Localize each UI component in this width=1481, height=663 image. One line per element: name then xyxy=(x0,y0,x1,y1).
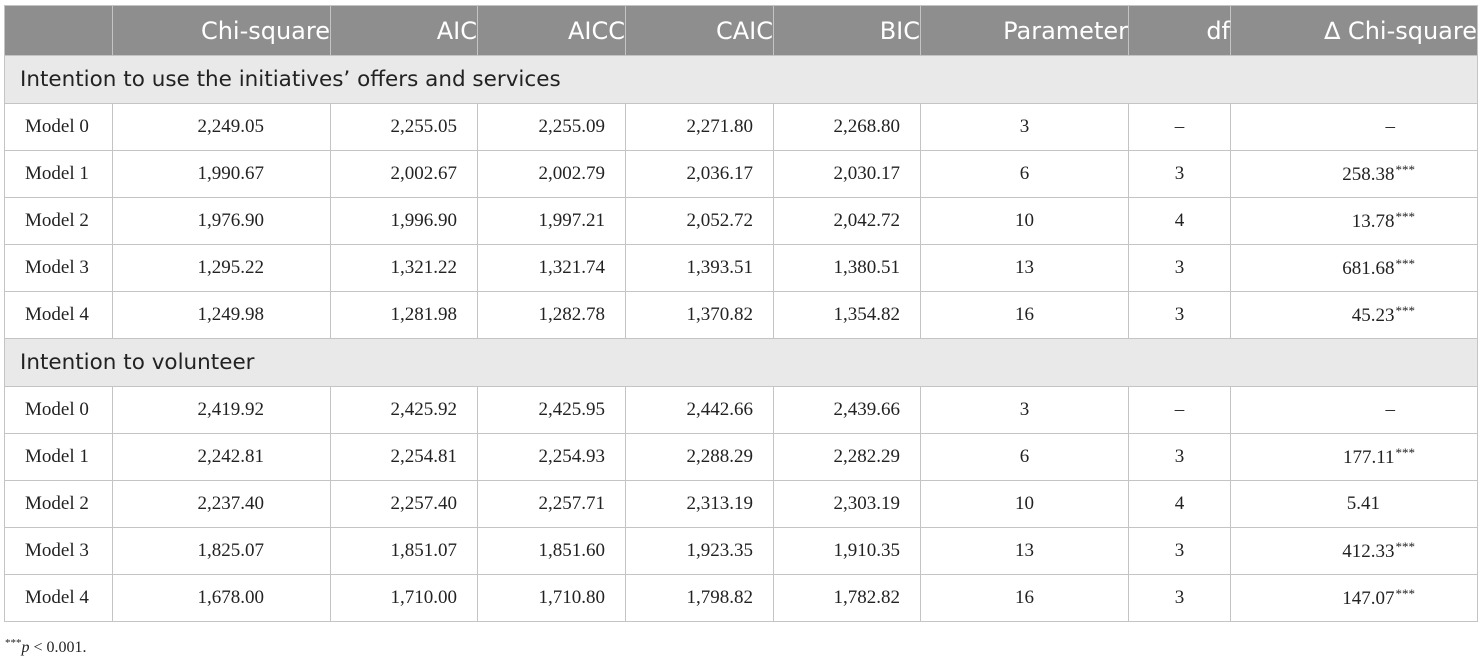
caic-cell: 2,036.17 xyxy=(626,151,774,198)
bic-cell: 2,268.80 xyxy=(774,104,921,151)
aic-cell: 2,254.81 xyxy=(331,434,478,481)
table-row xyxy=(5,481,1478,528)
caic-cell: 2,442.66 xyxy=(626,387,774,434)
significance-marker: *** xyxy=(1395,209,1415,224)
chi-square-cell: 2,419.92 xyxy=(113,387,331,434)
aic-cell: 2,002.67 xyxy=(331,151,478,198)
delta-value: 45.23 xyxy=(1351,305,1395,326)
delta-value: – xyxy=(1385,399,1395,420)
column-header: BIC xyxy=(774,6,921,56)
table-row xyxy=(5,245,1478,292)
df-cell: 3 xyxy=(1129,528,1231,575)
table-row xyxy=(5,434,1478,481)
footnote xyxy=(5,637,87,657)
model-fit-table xyxy=(4,5,1478,622)
column-header: Chi-square xyxy=(113,6,331,56)
column-header: CAIC xyxy=(626,6,774,56)
column-header: df xyxy=(1129,6,1231,56)
model-cell: Model 4 xyxy=(5,292,113,339)
table-header xyxy=(5,6,1478,56)
delta-value: 147.07 xyxy=(1342,588,1395,609)
parameter-cell: 16 xyxy=(921,292,1129,339)
parameter-cell: 10 xyxy=(921,198,1129,245)
significance-marker: *** xyxy=(1395,445,1415,460)
caic-cell: 2,271.80 xyxy=(626,104,774,151)
delta-value: 412.33 xyxy=(1342,541,1395,562)
delta-value: 5.41 xyxy=(1346,493,1380,514)
chi-square-cell: 2,242.81 xyxy=(113,434,331,481)
aicc-cell: 2,254.93 xyxy=(478,434,626,481)
footnote-text: < 0.001. xyxy=(29,639,87,656)
aicc-cell: 1,997.21 xyxy=(478,198,626,245)
caic-cell: 1,393.51 xyxy=(626,245,774,292)
bic-cell: 1,354.82 xyxy=(774,292,921,339)
column-header: Parameter xyxy=(921,6,1129,56)
delta-chi-square-cell xyxy=(1231,151,1478,198)
group-title: Intention to volunteer xyxy=(5,339,1478,387)
aic-cell: 2,255.05 xyxy=(331,104,478,151)
delta-chi-square-cell xyxy=(1231,481,1478,528)
table-row xyxy=(5,198,1478,245)
df-cell: 3 xyxy=(1129,292,1231,339)
model-cell: Model 0 xyxy=(5,104,113,151)
parameter-cell: 6 xyxy=(921,434,1129,481)
caic-cell: 1,370.82 xyxy=(626,292,774,339)
aicc-cell: 1,282.78 xyxy=(478,292,626,339)
bic-cell: 1,910.35 xyxy=(774,528,921,575)
chi-square-cell: 1,678.00 xyxy=(113,575,331,622)
group-header-row xyxy=(5,56,1478,104)
parameter-cell: 3 xyxy=(921,387,1129,434)
chi-square-cell: 2,249.05 xyxy=(113,104,331,151)
chi-square-cell: 1,976.90 xyxy=(113,198,331,245)
table-row xyxy=(5,104,1478,151)
table-body xyxy=(5,56,1478,622)
delta-chi-square-cell xyxy=(1231,245,1478,292)
column-header: ∆ Chi-square xyxy=(1231,6,1478,56)
bic-cell: 1,380.51 xyxy=(774,245,921,292)
model-cell: Model 3 xyxy=(5,245,113,292)
df-cell: 3 xyxy=(1129,151,1231,198)
model-cell: Model 1 xyxy=(5,151,113,198)
aicc-cell: 1,710.80 xyxy=(478,575,626,622)
chi-square-cell: 1,249.98 xyxy=(113,292,331,339)
significance-marker: *** xyxy=(1395,539,1415,554)
bic-cell: 2,439.66 xyxy=(774,387,921,434)
caic-cell: 2,052.72 xyxy=(626,198,774,245)
aicc-cell: 2,002.79 xyxy=(478,151,626,198)
chi-square-cell: 1,825.07 xyxy=(113,528,331,575)
aic-cell: 1,851.07 xyxy=(331,528,478,575)
aic-cell: 2,257.40 xyxy=(331,481,478,528)
caic-cell: 1,798.82 xyxy=(626,575,774,622)
header-row xyxy=(5,6,1478,56)
aic-cell: 1,996.90 xyxy=(331,198,478,245)
caic-cell: 1,923.35 xyxy=(626,528,774,575)
delta-chi-square-cell xyxy=(1231,387,1478,434)
bic-cell: 2,303.19 xyxy=(774,481,921,528)
bic-cell: 1,782.82 xyxy=(774,575,921,622)
aicc-cell: 2,257.71 xyxy=(478,481,626,528)
bic-cell: 2,282.29 xyxy=(774,434,921,481)
table-row xyxy=(5,292,1478,339)
parameter-cell: 16 xyxy=(921,575,1129,622)
delta-value: 258.38 xyxy=(1342,164,1395,185)
model-cell: Model 1 xyxy=(5,434,113,481)
parameter-cell: 13 xyxy=(921,245,1129,292)
caic-cell: 2,288.29 xyxy=(626,434,774,481)
significance-marker: *** xyxy=(1395,162,1415,177)
aic-cell: 1,321.22 xyxy=(331,245,478,292)
delta-value: 177.11 xyxy=(1342,447,1395,468)
df-cell: – xyxy=(1129,387,1231,434)
delta-chi-square-cell xyxy=(1231,292,1478,339)
table-row xyxy=(5,575,1478,622)
df-cell: 4 xyxy=(1129,198,1231,245)
column-header: AIC xyxy=(331,6,478,56)
delta-chi-square-cell xyxy=(1231,434,1478,481)
delta-chi-square-cell xyxy=(1231,575,1478,622)
bic-cell: 2,030.17 xyxy=(774,151,921,198)
table-row xyxy=(5,387,1478,434)
model-cell: Model 2 xyxy=(5,481,113,528)
caic-cell: 2,313.19 xyxy=(626,481,774,528)
df-cell: 4 xyxy=(1129,481,1231,528)
parameter-cell: 10 xyxy=(921,481,1129,528)
delta-value: 681.68 xyxy=(1342,258,1395,279)
model-cell: Model 4 xyxy=(5,575,113,622)
model-cell: Model 2 xyxy=(5,198,113,245)
delta-chi-square-cell xyxy=(1231,528,1478,575)
significance-marker: *** xyxy=(1395,586,1415,601)
aicc-cell: 2,425.95 xyxy=(478,387,626,434)
df-cell: 3 xyxy=(1129,245,1231,292)
aicc-cell: 2,255.09 xyxy=(478,104,626,151)
parameter-cell: 6 xyxy=(921,151,1129,198)
aic-cell: 1,281.98 xyxy=(331,292,478,339)
chi-square-cell: 1,295.22 xyxy=(113,245,331,292)
column-header: AICC xyxy=(478,6,626,56)
chi-square-cell: 1,990.67 xyxy=(113,151,331,198)
df-cell: – xyxy=(1129,104,1231,151)
footnote-p: p xyxy=(21,639,30,656)
group-title: Intention to use the initiatives’ offers and services xyxy=(5,56,1478,104)
aic-cell: 1,710.00 xyxy=(331,575,478,622)
delta-chi-square-cell xyxy=(1231,104,1478,151)
delta-value: 13.78 xyxy=(1351,211,1395,232)
chi-square-cell: 2,237.40 xyxy=(113,481,331,528)
significance-marker: *** xyxy=(1395,303,1415,318)
delta-value: – xyxy=(1385,116,1395,137)
aicc-cell: 1,321.74 xyxy=(478,245,626,292)
df-cell: 3 xyxy=(1129,434,1231,481)
footnote-marker: *** xyxy=(5,637,22,649)
aicc-cell: 1,851.60 xyxy=(478,528,626,575)
delta-chi-square-cell xyxy=(1231,198,1478,245)
header-corner xyxy=(5,6,113,56)
table-row xyxy=(5,151,1478,198)
parameter-cell: 3 xyxy=(921,104,1129,151)
aic-cell: 2,425.92 xyxy=(331,387,478,434)
bic-cell: 2,042.72 xyxy=(774,198,921,245)
model-cell: Model 3 xyxy=(5,528,113,575)
table-row xyxy=(5,528,1478,575)
df-cell: 3 xyxy=(1129,575,1231,622)
significance-marker: *** xyxy=(1395,256,1415,271)
model-cell: Model 0 xyxy=(5,387,113,434)
parameter-cell: 13 xyxy=(921,528,1129,575)
group-header-row xyxy=(5,339,1478,387)
